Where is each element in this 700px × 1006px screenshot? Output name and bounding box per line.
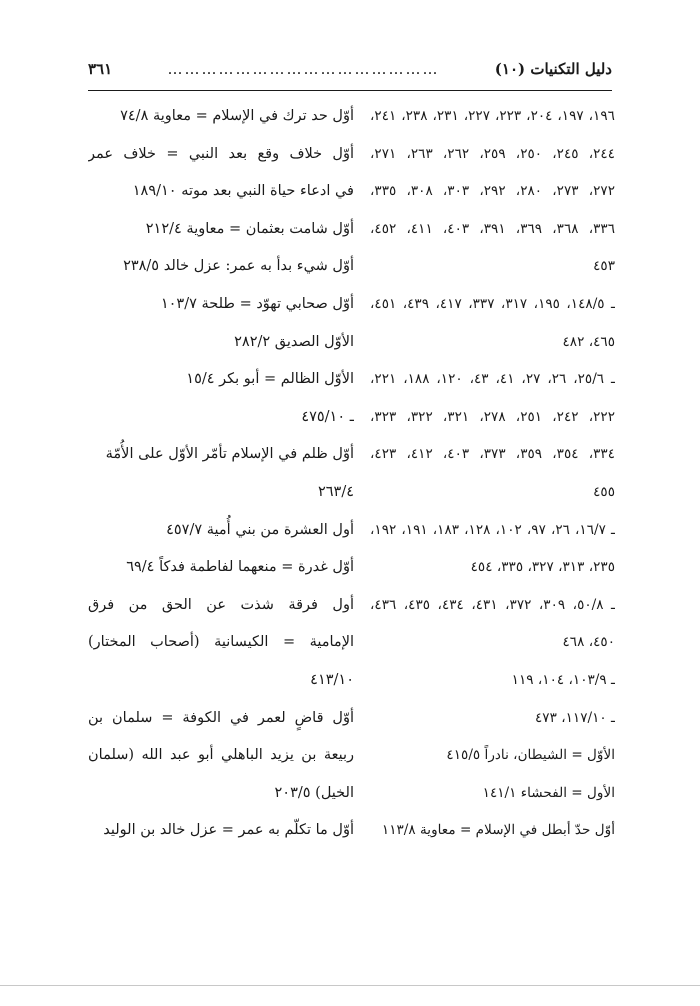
index-line: أول فرقة شذت عن الحق من فرق: [88, 596, 354, 613]
index-line: أوّل خلاف وقع بعد النبي = خلاف عمر: [88, 145, 354, 162]
index-line: في ادعاء حياة النبي بعد موته ١٨٩/١٠: [132, 183, 354, 200]
header-rule: [88, 90, 612, 91]
index-line: ٤٥٥: [593, 483, 615, 500]
index-line: أوّل صحابي تهوّد = طلحة ١٠٣/٧: [160, 295, 354, 312]
index-line: أوّل غدرة = منعهما لفاطمة فدكاً ٦٩/٤: [126, 559, 354, 576]
index-line: الخيل) ٢٠٣/٥: [274, 784, 354, 801]
scan-edge-line: [0, 985, 700, 986]
index-line: ٤٥٣: [593, 258, 615, 275]
index-line: ـ ٤٧٥/١٠: [301, 408, 354, 425]
index-line: ٢٤٤، ٢٤٥، ٢٥٠، ٢٥٩، ٢٦٢، ٢٦٣، ٢٧١،: [370, 145, 615, 162]
index-line: الأوّل = الشيطان، نادراً ٤١٥/٥: [446, 747, 615, 764]
index-column-left: [88, 98, 354, 850]
index-line: ـ ١٤٨/٥، ١٩٥، ٣١٧، ٣٣٧، ٤١٧، ٤٣٩، ٤٥١،: [370, 295, 615, 312]
index-line: ـ ١٦/٧، ٢٦، ٩٧، ١٠٢، ١٢٨، ١٨٣، ١٩١، ١٩٢،: [370, 521, 615, 538]
index-line: أوّل حدّ أبطل في الإسلام = معاوية ١١٣/٨: [381, 822, 615, 839]
index-line: أول العشرة من بني أُمية ٤٥٧/٧: [166, 521, 354, 538]
index-line: أوّل شيء بدأ به عمر: عزل خالد ٢٣٨/٥: [123, 258, 354, 275]
index-line: أوّل قاضٍ لعمر في الكوفة = سلمان بن: [88, 709, 354, 726]
index-line: ـ ٥٠/٨، ٣٠٩، ٣٧٢، ٤٣١، ٤٣٤، ٤٣٥، ٤٣٦،: [370, 596, 615, 613]
index-line: ٢٣٥، ٣١٣، ٣٢٧، ٣٣٥، ٤٥٤: [470, 559, 615, 576]
index-column-right: [370, 98, 615, 850]
running-header: [88, 60, 612, 78]
index-line: أوّل شامت بعثمان = معاوية ٢١٢/٤: [145, 220, 354, 237]
index-line: الأول = الفحشاء ١٤١/١: [482, 784, 615, 801]
header-dot-leader: …………………………………………: [167, 60, 440, 78]
index-line: الإمامية = الكيسانية (أصحاب المختار): [88, 634, 354, 651]
index-line: ٤١٣/١٠: [310, 671, 354, 688]
index-line: ٣٣٦، ٣٦٨، ٣٦٩، ٣٩١، ٤٠٣، ٤١١، ٤٥٢،: [370, 220, 615, 237]
index-line: الأوّل الظالم = أبو بكر ١٥/٤: [186, 371, 354, 388]
index-line: ٣٣٤، ٣٥٤، ٣٥٩، ٣٧٣، ٤٠٣، ٤١٢، ٤٢٣،: [370, 446, 615, 463]
index-line: ـ ١٠٣/٩، ١٠٤، ١١٩: [511, 671, 615, 688]
index-line: الأوّل الصديق ٢٨٢/٢: [234, 333, 354, 350]
index-line: ـ ١١٧/١٠، ٤٧٣: [534, 709, 615, 726]
index-line: ٢٢٢، ٢٤٢، ٢٥١، ٢٧٨، ٣٢١، ٣٢٢، ٣٢٣،: [370, 408, 615, 425]
index-line: ٢٦٣/٤: [317, 483, 354, 500]
index-line: أوّل ظلم في الإسلام تأمّر الأوّل على الأُمّة: [105, 446, 354, 463]
page-number: ٣٦١: [88, 60, 113, 78]
header-title: دليل التكنيات (١٠): [494, 60, 612, 78]
index-line: ٤٥٠، ٤٦٨: [562, 634, 615, 651]
index-line: ١٩٦، ١٩٧، ٢٠٤، ٢٢٣، ٢٢٧، ٢٣١، ٢٣٨، ٢٤١،: [370, 108, 615, 124]
index-line: ٢٧٢، ٢٧٣، ٢٨٠، ٢٩٢، ٣٠٣، ٣٠٨، ٣٣٥،: [370, 183, 615, 200]
index-line: ربيعة بن يزيد الباهلي أبو عبد الله (سلمان: [88, 747, 354, 764]
index-line: ٤٦٥، ٤٨٢: [562, 333, 615, 350]
index-line: أوّل ما تكلّم به عمر = عزل خالد بن الوليد: [103, 822, 354, 839]
index-line: ـ ٢٥/٦، ٢٦، ٢٧، ٤١، ٤٣، ١٢٠، ١٨٨، ٢٢١،: [370, 371, 615, 388]
index-line: أوّل حد ترك في الإسلام = معاوية ٧٤/٨: [120, 108, 354, 124]
